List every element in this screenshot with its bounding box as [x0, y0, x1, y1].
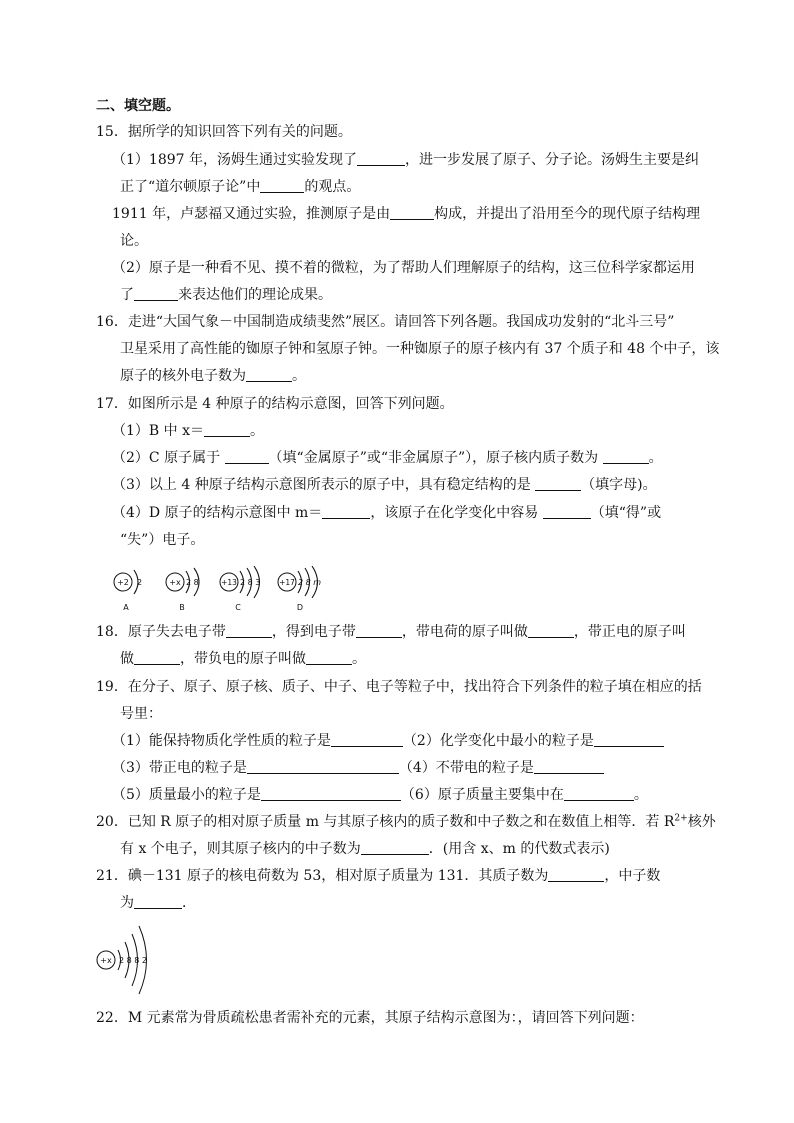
answer-blank[interactable]	[603, 449, 649, 464]
q15-text: 的观点。	[304, 179, 361, 195]
answer-blank[interactable]	[134, 286, 178, 301]
q17-sub-3	[112, 475, 657, 495]
atom-c-shells: 2 8 3	[240, 578, 261, 587]
q21-text: ，中子数	[604, 868, 661, 884]
q17-text: （2）C 原子属于	[112, 450, 225, 466]
answer-blank[interactable]	[261, 786, 401, 801]
iodine-nucleus: +x	[100, 956, 112, 965]
q17-text: 。	[250, 423, 264, 439]
q16-line-3	[120, 366, 306, 386]
q19-line-1: 19．在分子、原子、原子核、质子、中子、电子等粒子中，找出符合下列条件的粒子填在相应的括	[96, 679, 702, 695]
q17-text: ，该原子在化学变化中容易	[370, 505, 543, 521]
answer-blank[interactable]	[134, 650, 180, 665]
q18-text: ，带电荷的原子叫做	[401, 624, 528, 640]
answer-blank[interactable]	[534, 759, 604, 774]
q17-stem: 17．如图所示是 4 种原子的结构示意图，回答下列问题。	[96, 396, 454, 412]
q21-line-2	[120, 893, 196, 913]
q19-text: （2）化学变化中最小的粒子是	[402, 733, 594, 749]
q15-text: 来表达他们的理论成果。	[178, 287, 332, 303]
answer-blank[interactable]	[594, 732, 664, 747]
q19-row-1	[112, 731, 664, 751]
atom-a-label: A	[123, 603, 129, 612]
q21-text: 21．碘－131 原子的核电荷数为 53，相对原子质量为 131．其质子数为	[96, 868, 549, 884]
answer-blank[interactable]	[528, 623, 574, 638]
atom-b-nucleus: +x	[169, 578, 181, 587]
q18-line-1	[96, 622, 686, 642]
atom-a-nucleus: +2	[117, 578, 129, 587]
answer-blank[interactable]	[322, 504, 370, 519]
q20-text: ．(用含 x、m 的代数式表示)	[428, 841, 610, 857]
q18-text: ，带正电的原子叫	[573, 624, 686, 640]
atom-b-label: B	[179, 603, 185, 612]
answer-blank[interactable]	[564, 786, 634, 801]
q15-line-3	[112, 204, 700, 224]
q19-text: （3）带正电的粒子是	[112, 760, 247, 776]
atom-d-label: D	[296, 603, 304, 612]
q18-text: ，得到电子带	[271, 624, 356, 640]
atom-diagram-iodine	[94, 920, 164, 1000]
q15-line-6	[120, 285, 332, 305]
q15-line-2	[120, 177, 360, 197]
atom-b-shells: 2 8	[186, 578, 199, 587]
atom-diagram-d	[276, 566, 334, 614]
atom-diagram-c	[218, 566, 274, 614]
q22-line-1: 22．M 元素常为骨质疏松患者需补充的元素，其原子结构示意图为：，请回答下列问题：	[96, 1010, 644, 1026]
q21-text: ．	[182, 895, 196, 911]
q15-stem: 15．据所学的知识回答下列有关的问题。	[96, 124, 352, 140]
q20-text: 核外	[687, 814, 716, 830]
atom-c-nucleus: +13	[221, 578, 237, 587]
q19-line-2: 号里：	[120, 706, 162, 722]
q18-line-2	[120, 649, 366, 669]
atom-d-nucleus: +17	[279, 578, 295, 587]
q19-text: （4）不带电的粒子是	[398, 760, 534, 776]
q15-text: 构成，并提出了沿用至今的现代原子结构理	[434, 206, 701, 222]
q19-row-2	[112, 758, 604, 778]
q15-text: ，进一步发展了原子、分子论。汤姆生主要是纠	[405, 152, 699, 168]
charge-superscript: 2+	[674, 813, 688, 824]
q17-sub-2	[112, 448, 663, 468]
q17-sub-1	[112, 421, 264, 441]
q17-text: 。	[648, 450, 663, 466]
q20-line-1	[96, 812, 716, 832]
q16-line-2: 卫星采用了高性能的铷原子钟和氢原子钟。一种铷原子的原子核内有 37 个质子和 48 个中子，该	[120, 341, 720, 357]
answer-blank[interactable]	[543, 504, 591, 519]
answer-blank[interactable]	[356, 623, 402, 638]
q15-text: 了	[120, 287, 134, 303]
answer-blank[interactable]	[226, 623, 272, 638]
q17-text: （填字母)。	[581, 477, 657, 493]
q16-text: 原子的核外电子数为	[120, 368, 246, 384]
atom-diagram-b	[164, 566, 216, 614]
q19-text: （5）质量最小的粒子是	[112, 787, 261, 803]
q17-text: （填“金属原子”或“非金属原子”），原子核内质子数为	[268, 450, 603, 466]
q19-text: （6）原子质量主要集中在	[400, 787, 564, 803]
iodine-shells: 2 8 8 2	[119, 956, 147, 965]
atom-d-shells: 2 8 m	[298, 578, 322, 587]
q17-text: （4）D 原子的结构示意图中 m＝	[112, 505, 323, 521]
q19-text: 。	[633, 787, 648, 803]
q21-text: 为	[120, 895, 134, 911]
q17-text: （填“得”或	[590, 505, 662, 521]
q17-sub-4-cont: “失”）电子。	[120, 532, 205, 548]
answer-blank[interactable]	[246, 367, 292, 382]
q15-text: （1）1897 年，汤姆生通过实验发现了	[112, 152, 357, 168]
q16-text: 。	[292, 368, 306, 384]
q17-text: （3）以上 4 种原子结构示意图所表示的原子中，具有稳定结构的是	[112, 477, 536, 493]
answer-blank[interactable]	[306, 650, 352, 665]
q21-line-1	[96, 866, 660, 886]
answer-blank[interactable]	[247, 759, 399, 774]
q15-line-4: 论。	[120, 233, 148, 249]
q15-text: 正了“道尔顿原子论”中	[120, 179, 261, 195]
atom-c-label: C	[235, 603, 241, 612]
q17-text: （1）B 中 x＝	[112, 423, 204, 439]
q19-text: （1）能保持物质化学性质的粒子是	[112, 733, 331, 749]
q18-text: ，带负电的原子叫做	[180, 651, 306, 667]
q16-line-1: 16．走进“大国气象－中国制造成绩斐然”展区。请回答下列各题。我国成功发射的“北斗三号”	[96, 314, 675, 330]
q20-text: 20．已知 R 原子的相对原子质量 m 与其原子核内的质子数和中子数之和在数值上相等．若 R	[96, 814, 675, 830]
answer-blank[interactable]	[331, 732, 403, 747]
answer-blank[interactable]	[225, 449, 269, 464]
answer-blank[interactable]	[204, 422, 250, 437]
q15-line-5: （2）原子是一种看不见、摸不着的微粒，为了帮助人们理解原子的结构，这三位科学家都运用	[112, 260, 695, 276]
answer-blank[interactable]	[390, 205, 434, 220]
q15-text: 1911 年，卢瑟福又通过实验，推测原子是由	[112, 206, 391, 222]
atom-diagram-a	[112, 566, 162, 614]
q19-row-3	[112, 785, 648, 805]
q20-line-2	[120, 839, 610, 859]
atom-a-shells: 2	[137, 578, 143, 587]
q18-text: 做	[120, 651, 134, 667]
answer-blank[interactable]	[535, 476, 581, 491]
answer-blank[interactable]	[361, 840, 429, 855]
q20-text: 有 x 个电子，则其原子核内的中子数为	[120, 841, 361, 857]
answer-blank[interactable]	[548, 867, 604, 882]
q18-text: 18．原子失去电子带	[96, 624, 226, 640]
answer-blank[interactable]	[357, 151, 405, 166]
answer-blank[interactable]	[260, 178, 304, 193]
answer-blank[interactable]	[134, 894, 182, 909]
q17-sub-4	[112, 503, 661, 523]
q15-line-1	[112, 150, 699, 170]
section-title: 二、填空题。	[96, 98, 180, 114]
q18-text: 。	[352, 651, 366, 667]
